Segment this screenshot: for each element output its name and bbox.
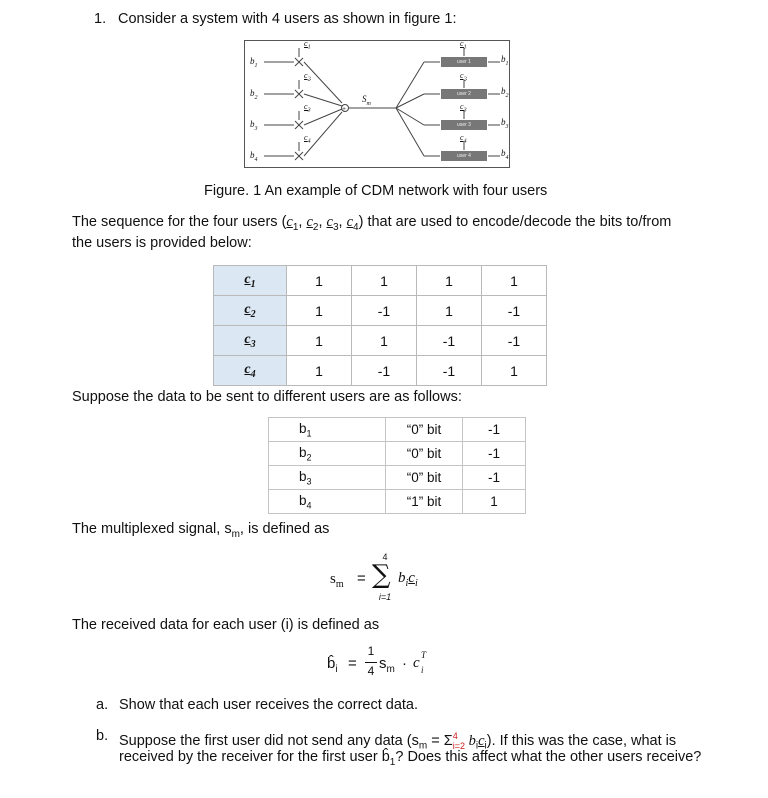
eq2-fraction-numerator: 1 [367, 644, 375, 658]
table-cell: 1 [463, 490, 526, 514]
code-label-c4: $c_4$ [214, 356, 287, 386]
sequence-text-line2: the users is provided below: [72, 235, 252, 251]
code-label-c1: $c_1$ [214, 266, 287, 296]
fig-rx-code-c4: $c_4$ [460, 133, 467, 145]
table-cell: 1 [352, 266, 417, 296]
table-cell: 1 [417, 296, 482, 326]
table-cell: “0” bit [386, 466, 463, 490]
table-cell: 1 [482, 356, 547, 386]
eq1-sum-lower: i=1 [378, 592, 392, 602]
eq2-c-sup: T [421, 650, 427, 660]
eq2-fraction-bar [365, 662, 377, 663]
fig-input-b1: $b_1$ [250, 56, 258, 69]
sigma-icon: ∑ [372, 560, 391, 590]
table-cell: -1 [352, 296, 417, 326]
fig-output-b2-hat: $b_2$ [501, 86, 509, 99]
eq1-lhs: $s_m$ [330, 571, 344, 590]
fig-rx-code-c3: $c_3$ [460, 102, 467, 114]
data-intro-text: Suppose the data to be sent to different users are as follows: [72, 389, 462, 405]
table-cell: “0” bit [386, 418, 463, 442]
fig-code-c3: $c_3$ [304, 102, 311, 114]
fig-code-c2: $c_2$ [304, 71, 311, 83]
eq2-c-sub: i [421, 665, 424, 675]
table-cell: 1 [482, 266, 547, 296]
fig-output-b4-hat: $b_4$ [501, 148, 509, 161]
fig-rx-code-c2: $c_2$ [460, 71, 467, 83]
data-label-b2: $b_2$ [269, 442, 386, 466]
question-intro: Consider a system with 4 users as shown in figure 1: [118, 11, 457, 27]
equation-multiplexed-signal [330, 552, 450, 610]
eq1-sum-upper: 4 [382, 552, 388, 562]
part-a-text: Show that each user receives the correct data. [119, 697, 419, 713]
fig-input-b4: $b_4$ [250, 150, 258, 163]
eq2-fraction-denominator: 4 [367, 664, 375, 678]
table-cell: “0” bit [386, 442, 463, 466]
table-cell: -1 [482, 296, 547, 326]
table-row [269, 442, 526, 466]
table-cell: 1 [287, 326, 352, 356]
fig-rx-code-c1: $c_1$ [460, 39, 467, 51]
table-row [269, 418, 526, 442]
table-cell: -1 [352, 356, 417, 386]
received-data-text: The received data for each user (i) is defined as [72, 617, 380, 633]
table-cell: 1 [287, 266, 352, 296]
table-cell: 1 [352, 326, 417, 356]
fig-input-b3: $b_3$ [250, 119, 258, 132]
fig-receiver-user3: user 3 [457, 122, 471, 128]
eq2-lhs: $b̂_i$ [327, 655, 338, 675]
table-cell: -1 [482, 326, 547, 356]
table-cell: -1 [417, 326, 482, 356]
fig-receiver-user1: user 1 [457, 59, 471, 65]
figure-caption: Figure. 1 An example of CDM network with four users [204, 183, 548, 199]
fig-output-b1-hat: $b_1$ [501, 54, 509, 67]
question-number: 1. [94, 11, 107, 27]
fig-code-c1: $c_1$ [304, 39, 311, 51]
table-cell: 1 [287, 296, 352, 326]
sequence-text-line1: The sequence for the four users ($c_1$, $c_2$, $c_3$, $c_4$) that are used to encode/decode the bits to/from [72, 214, 672, 233]
eq2-sm: $s_m$ [379, 655, 395, 675]
code-label-c3: $c_3$ [214, 326, 287, 356]
code-label-c2: $c_2$ [214, 296, 287, 326]
table-row [214, 296, 547, 326]
bit-data-table [268, 417, 526, 514]
fig-receiver-user4: user 4 [457, 153, 471, 159]
table-cell: -1 [417, 356, 482, 386]
fig-input-b2: $b_2$ [250, 88, 258, 101]
fig-sm-label: $S_m$ [362, 94, 371, 107]
data-label-b4: $b_4$ [269, 490, 386, 514]
equation-received-data [327, 644, 447, 686]
svg-text:+: + [342, 106, 347, 113]
table-row [214, 266, 547, 296]
eq2-c-transpose: c [413, 655, 420, 671]
part-b-label: b. [96, 728, 109, 744]
mux-signal-text: The multiplexed signal, $s_m$, is defined as [72, 521, 330, 540]
fig-output-b3-hat: $b_3$ [501, 117, 509, 130]
table-cell: -1 [463, 442, 526, 466]
data-label-b3: $b_3$ [269, 466, 386, 490]
table-cell: “1” bit [386, 490, 463, 514]
eq2-equals: = [348, 655, 357, 672]
fig-receiver-user2: user 2 [457, 91, 471, 97]
table-cell: -1 [463, 418, 526, 442]
table-row [214, 356, 547, 386]
fig-code-c4: $c_4$ [304, 133, 311, 145]
cdm-figure [244, 40, 510, 168]
data-label-b1: $b_1$ [269, 418, 386, 442]
part-b-line1: Suppose the first user did not send any data ($s_m = \Sigma^4_{i=2}$ $b_ic_i$). If this was the case, what is [119, 731, 677, 752]
table-cell: 1 [417, 266, 482, 296]
table-row [269, 490, 526, 514]
table-cell: 1 [287, 356, 352, 386]
eq1-term: $b_ic_i$ [398, 570, 418, 589]
code-sequence-table [213, 265, 547, 386]
eq1-equals: = [357, 570, 366, 587]
table-cell: -1 [463, 466, 526, 490]
part-b-line2: received by the receiver for the first user $b̂_1$? Does this affect what the other users receive? [119, 749, 702, 768]
table-row [269, 466, 526, 490]
part-a-label: a. [96, 697, 109, 713]
table-row [214, 326, 547, 356]
eq2-dot: · [402, 655, 407, 672]
